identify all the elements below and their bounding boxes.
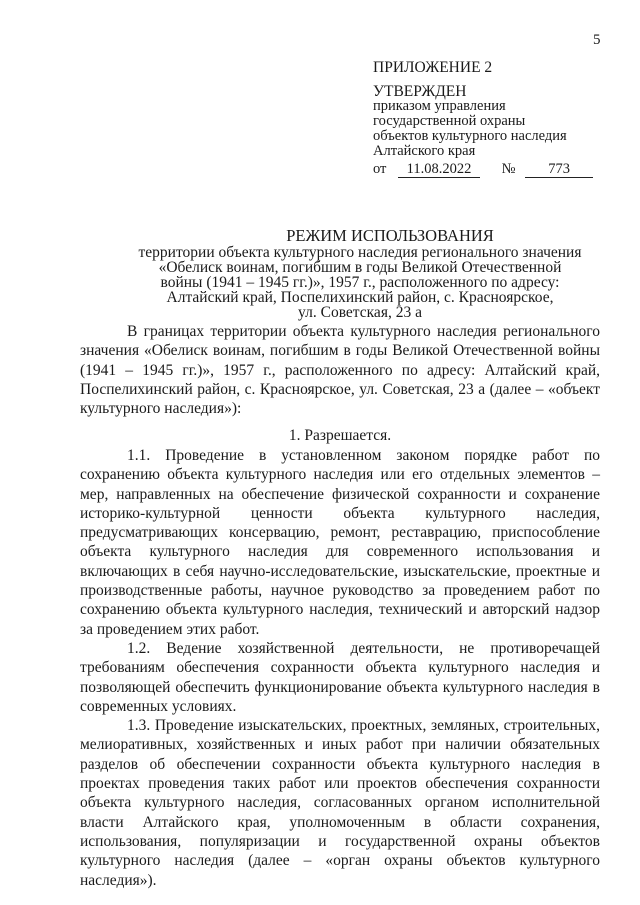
number-label: №: [501, 161, 516, 177]
approval-line: Алтайского края: [373, 143, 476, 159]
title-heading: РЕЖИМ ИСПОЛЬЗОВАНИЯ: [286, 226, 494, 245]
clause-1-1: 1.1. Проведение в установленном законом порядке работ по сохранению объекта культурного наследия или его отдельных элементов – мер, направленных на обеспечение физической сохранности и сохранение историко-культурной ценности объекта культурного наследия, предусматривающих консервацию, ремонт, реставрацию, приспособление объекта культурного наследия для современного использования и включающих в себя научно-исследовательские, изыскательские, проектные и производственные работы, научное руководство за проведением работ по сохранению объекта культурного наследия, технический и авторский надзор за проведением этих работ.: [80, 447, 600, 638]
approval-line: государственной охраны: [373, 113, 526, 129]
title-line: Алтайский край, Поспелихинский район, с. Красноярское,: [166, 289, 554, 306]
clause-1-2: 1.2. Ведение хозяйственной деятельности, не противоречащей требованиям обеспечения сохранности объекта культурного наследия и позволяющей обеспечить функционирование объекта культурного наследия в современных условиях.: [80, 639, 600, 715]
order-date: 11.08.2022: [398, 162, 480, 178]
approval-line: приказом управления: [373, 98, 506, 114]
intro-paragraph: [80, 322, 600, 418]
section-1-items: [80, 446, 600, 890]
intro-text: В границах территории объекта культурного наследия регионального значения «Обелиск воинам, погибшим в годы Великой Отечественной войны (1941 – 1945 гг.)», 1957 г., расположенного по адресу: Алтайский край, Поспелихинский район, с. Красноярское, ул. Советская, 23 а (далее – «объект культурного наследия»):: [80, 323, 600, 418]
order-number: 773: [525, 162, 593, 178]
order-reference: [373, 162, 613, 178]
approval-line: объектов культурного наследия: [373, 128, 567, 144]
appendix-label: ПРИЛОЖЕНИЕ 2: [373, 59, 493, 76]
title-line: ул. Советская, 23 а: [298, 304, 422, 321]
title-line: войны (1941 – 1945 гг.)», 1957 г., расположенного по адресу:: [160, 274, 560, 291]
title-line: «Обелиск воинам, погибшим в годы Великой Отечественной: [158, 259, 562, 276]
document-title: [80, 228, 640, 320]
page-number: 5: [593, 32, 601, 48]
section-heading: 1. Разрешается.: [288, 427, 392, 444]
approval-stamp: [373, 60, 613, 178]
approved-label: УТВЕРЖДЕН: [373, 83, 467, 100]
title-line: территории объекта культурного наследия регионального значения: [138, 244, 582, 261]
clause-1-3: 1.3. Проведение изыскательских, проектных, земляных, строительных, мелиоративных, хозяйственных и иных работ при наличии обязательных разделов об обеспечении сохранности объекта культурного наследия в проектах проведения таких работ или проектов обеспечения сохранности объекта культурного наследия, согласованных органом исполнительной власти Алтайского края, уполномоченным в области сохранения, использования, популяризации и государственной охраны объектов культурного наследия (далее – «орган охраны объектов культурного наследия»).: [80, 717, 600, 889]
from-label: от: [373, 161, 387, 177]
